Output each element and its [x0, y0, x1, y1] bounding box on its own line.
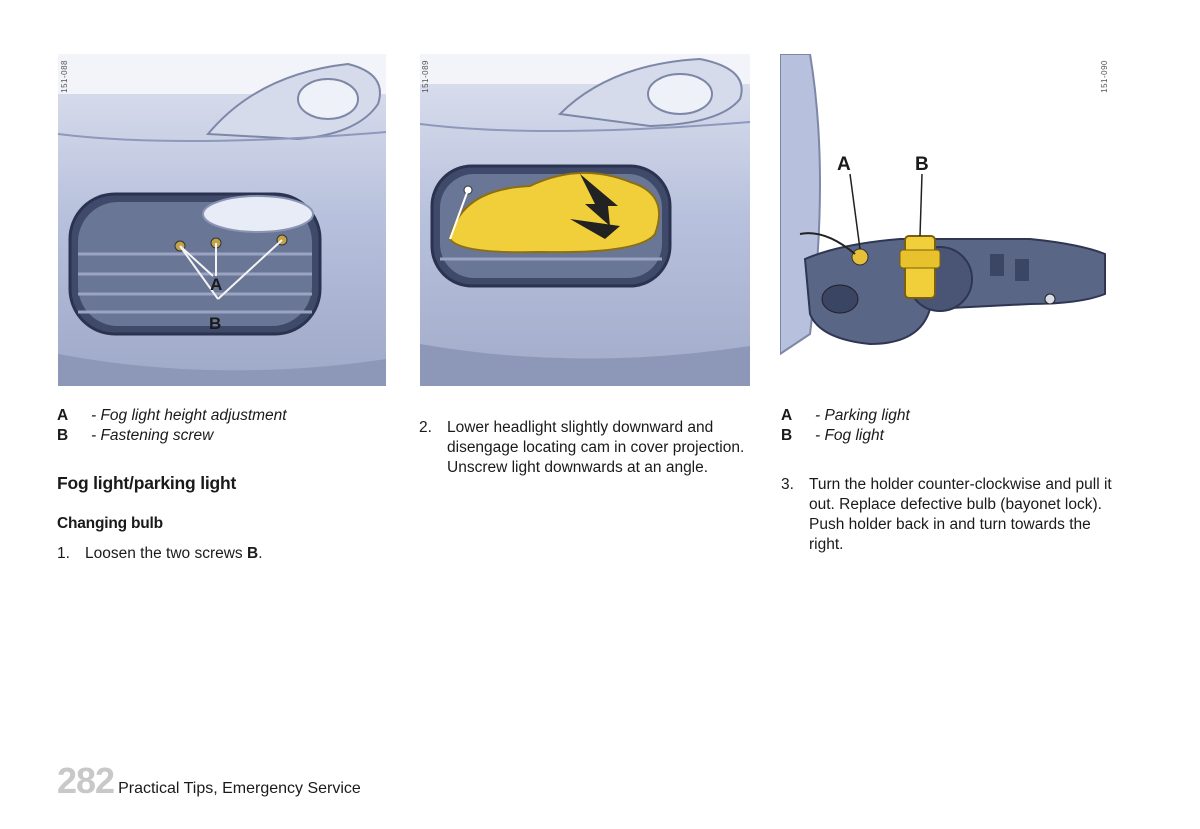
figure-label-a: A: [837, 154, 851, 175]
figure-lower-headlight: [420, 54, 750, 386]
figure-code: 151-088: [60, 60, 69, 93]
legend-right: [781, 406, 910, 446]
legend-desc: - Fog light: [815, 427, 884, 444]
footer-section: Practical Tips, Emergency Service: [118, 780, 361, 797]
step-text: [85, 544, 263, 564]
legend-row: [781, 426, 910, 446]
figure-code: 151-089: [421, 60, 430, 93]
step-3: [781, 475, 1121, 555]
legend-desc: - Parking light: [815, 407, 910, 424]
legend-row: [57, 406, 287, 426]
step-number: 1.: [57, 545, 70, 562]
step-number: 3.: [781, 476, 794, 493]
figure-code: 151-090: [1100, 60, 1109, 93]
step-2: [419, 418, 749, 478]
figure-label-b: B: [209, 314, 222, 333]
figure-holder-bulb: [780, 54, 1110, 386]
legend-desc: - Fog light height adjustment: [91, 407, 287, 424]
legend-key: B: [781, 427, 793, 444]
figure-fog-light-adjustment: [58, 54, 386, 386]
step-text: Turn the holder counter-clockwise and pull it out. Replace defective bulb (bayonet lock). Push holder back in and turn towards the right.: [809, 476, 1112, 553]
figure-label-b: B: [915, 154, 929, 175]
legend-key: A: [57, 407, 69, 424]
sub-title: Changing bulb: [57, 515, 163, 532]
step-text-part: .: [258, 545, 263, 562]
section-title: Fog light/parking light: [57, 473, 237, 493]
legend-row: [781, 406, 910, 426]
step-text-part: Loosen the two screws: [85, 545, 247, 562]
figure-label-a: A: [210, 275, 223, 294]
step-text: Lower headlight slightly downward and disengage locating cam in cover projection. Unscrew light downwards at an angle.: [447, 419, 745, 476]
legend-key: A: [781, 407, 793, 424]
page-footer: [57, 760, 361, 802]
legend-desc: - Fastening screw: [91, 427, 214, 444]
page-number: 282: [57, 760, 115, 801]
step-1: [57, 544, 263, 564]
legend-row: [57, 426, 287, 446]
legend-key: B: [57, 427, 69, 444]
step-number: 2.: [419, 419, 432, 436]
legend-left: [57, 406, 287, 446]
step-text-bold: B: [246, 545, 259, 562]
